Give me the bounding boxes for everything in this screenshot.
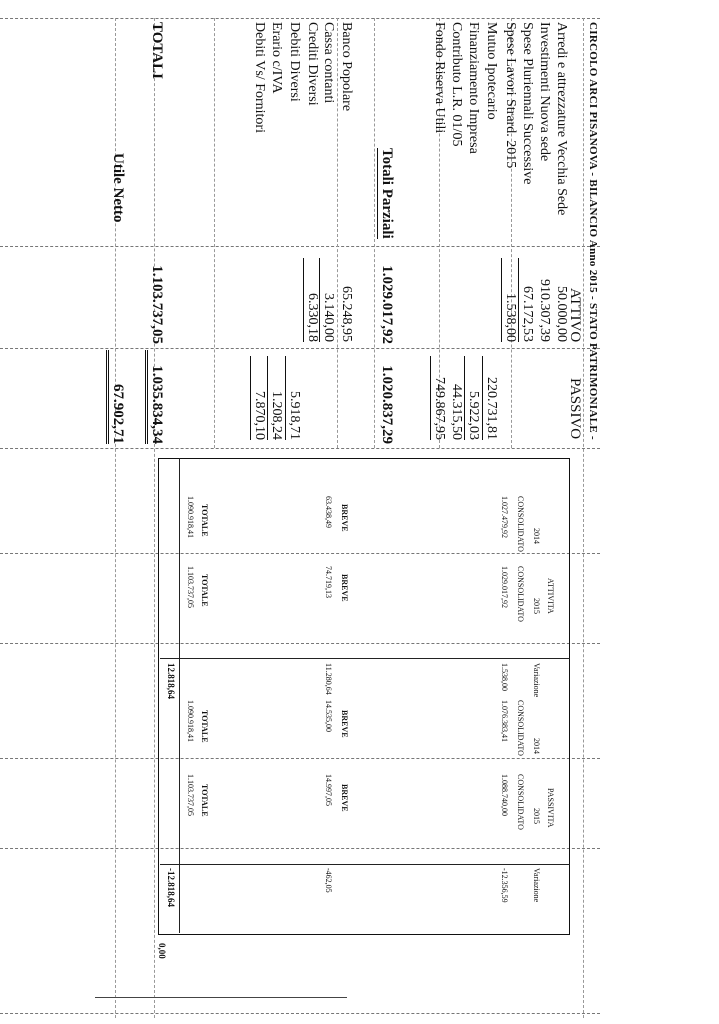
grid-line [154, 18, 155, 1018]
passivita-breve-var: -462,05 [324, 868, 333, 893]
attivo-value: 910.307,39 [537, 279, 552, 342]
attivita-totale-label-2014: TOTALE [200, 504, 209, 537]
attivita-totale-label-2015: TOTALE [200, 574, 209, 607]
attivo-header: ATTIVO [567, 288, 583, 343]
attivo-value: 50.000,00 [554, 286, 569, 342]
row-label: Banco Popolare [339, 22, 354, 112]
document-title: CIRCOLO ARCI PISANOVA - BILANCIO Anno 2015 - STATO PATRIMONIALE - [587, 22, 599, 441]
attivo-value: 1.538,00 [501, 258, 517, 342]
totali-label: TOTALI [149, 22, 165, 79]
row-label: Investimenti Nuova sede [537, 22, 552, 162]
row-label: Finanziamento Impresa [466, 22, 481, 154]
grid-line [0, 1013, 600, 1014]
passivita-consolidato-label-2015: CONSOLIDATO [516, 774, 525, 830]
attivita-totale-2014: 1.090.918,41 [186, 496, 195, 538]
attivo-value: 67.172,53 [518, 258, 534, 342]
attivita-title: ATTIVITA [546, 578, 555, 614]
passivo-value: 5.922,03 [464, 356, 480, 440]
row-label: Spese Pluriennali Successive [520, 22, 535, 185]
totali-attivo: 1.103.737,05 [149, 265, 165, 344]
passivita-breve-2015: 14.997,05 [324, 774, 333, 806]
totali-passivo: 1.035.834,34 [145, 350, 164, 444]
attivita-totale-2015: 1.103.737,05 [186, 566, 195, 608]
passivita-totale-2015: 1.103.737,05 [186, 774, 195, 816]
grid-line [583, 18, 584, 1018]
attivita-consolidato-label-2014: CONSOLIDATO [516, 496, 525, 552]
row-label: Arredi e attrezzature Vecchia Sede [554, 22, 569, 216]
attivita-consolidato-label-2015: CONSOLIDATO [516, 566, 525, 622]
row-label: Debiti Diversi [287, 22, 302, 102]
passivo-value: 749.867,95 [430, 356, 446, 440]
grid-line [214, 18, 215, 448]
parziali-attivo: 1.029.017,92 [379, 265, 395, 344]
passivita-col-2014: 2014 [532, 738, 541, 754]
summary-divider [179, 458, 180, 933]
attivita-consolidato-2015: 1.029.017,92 [500, 566, 509, 608]
passivita-breve-label-2014: BREVE [340, 710, 349, 738]
passivo-header: PASSIVO [567, 378, 583, 440]
row-label: Erario c/IVA [269, 22, 284, 94]
attivo-value: 3.140,00 [319, 258, 335, 342]
attivita-consolidato-2014: 1.027.479,92 [500, 496, 509, 538]
passivita-breve-2014: 14.535,00 [324, 700, 333, 732]
passivita-totale-var: -12.818,64 [166, 868, 176, 907]
grid-line [0, 348, 600, 349]
passivita-col-2015: 2015 [532, 808, 541, 824]
footer-rule [95, 997, 347, 998]
attivita-breve-label-2015: BREVE [340, 574, 349, 602]
passivo-value: 44.315,50 [449, 384, 464, 440]
parziali-passivo: 1.020.837,29 [379, 365, 395, 444]
utile-value: 67.902,71 [106, 350, 125, 444]
row-label: Mutuo Ipotecario [484, 22, 499, 120]
passivita-totale-label-2015: TOTALE [200, 784, 209, 817]
attivo-value: 65.248,95 [339, 286, 354, 342]
passivita-totale-2014: 1.090.918,41 [186, 700, 195, 742]
grid-line [0, 246, 600, 247]
row-label: Crediti Diversi [305, 22, 320, 106]
passivita-totale-label-2014: TOTALE [200, 710, 209, 743]
grid-line [0, 448, 600, 449]
row-label: Cassa contanti [321, 22, 336, 104]
passivo-value: 220.731,81 [482, 356, 498, 440]
utile-label: Utile Netto [110, 153, 126, 223]
attivita-col-2014: 2014 [532, 528, 541, 544]
attivita-breve-2015: 74.719,13 [324, 566, 333, 598]
grid-line [0, 18, 600, 19]
summary-divider [160, 658, 570, 659]
passivita-col-var: Variazione [532, 868, 541, 903]
attivita-breve-2014: 63.438,49 [324, 496, 333, 528]
parziali-label: Totali Parziali [379, 148, 395, 239]
passivita-consolidato-2014: 1.076.383,41 [500, 700, 509, 742]
attivo-value: 6.330,18 [303, 258, 319, 342]
passivo-value: 7.870,10 [250, 356, 266, 440]
final-difference: 0,00 [157, 943, 167, 959]
row-label: Fondo Riserva Utili [432, 22, 447, 134]
row-label: Debiti Vs/ Fornitori [252, 22, 267, 133]
passivita-consolidato-var: -12.356,59 [500, 868, 509, 903]
passivo-value: 5.918,71 [285, 356, 301, 440]
balance-sheet [0, 18, 600, 1018]
attivita-totale-var: 12.818,64 [166, 663, 176, 699]
passivita-breve-label-2015: BREVE [340, 784, 349, 812]
attivita-col-2015: 2015 [532, 598, 541, 614]
passivita-consolidato-label-2014: CONSOLIDATO [516, 700, 525, 756]
passivo-value: 1.208,24 [267, 356, 283, 440]
grid-line [337, 18, 338, 448]
passivita-consolidato-2015: 1.088.740,00 [500, 774, 509, 816]
attivita-col-var: Variazione [532, 663, 541, 698]
summary-divider [160, 864, 570, 865]
row-label: Spese Lavori Strard. 2015 [503, 22, 518, 169]
attivita-consolidato-var: 1.538,00 [500, 663, 509, 691]
attivita-breve-var: 11.280,64 [324, 663, 333, 695]
passivita-title: PASSIVITA [546, 788, 555, 828]
row-label: Contributo L.R. 01/05 [449, 22, 464, 147]
grid-line [374, 18, 375, 448]
attivita-breve-label-2014: BREVE [340, 504, 349, 532]
